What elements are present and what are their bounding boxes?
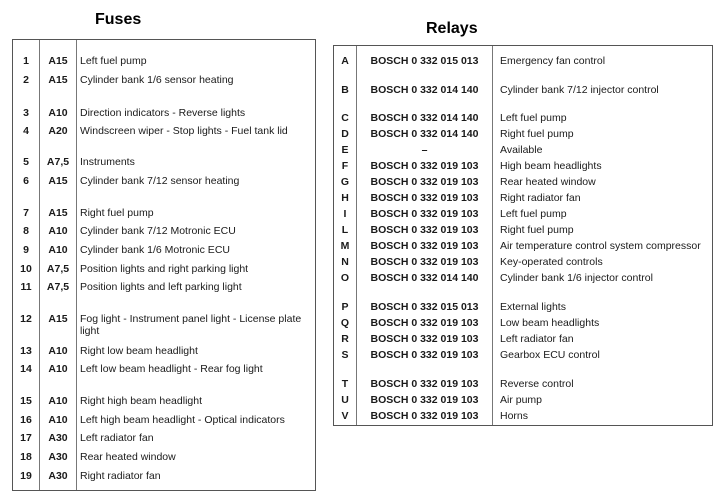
relay-description: Available [500,144,543,156]
fuse-rating: A30 [48,470,68,482]
fuse-description: Position lights and right parking light [80,263,249,275]
fuses-column-divider [76,40,77,490]
fuse-description: Right fuel pump [80,207,154,219]
fuse-rating: A10 [48,414,68,426]
relay-part-number: BOSCH 0 332 019 103 [370,349,479,361]
fuse-rating: A15 [48,55,68,67]
fuse-description: Left low beam headlight - Rear fog light [80,363,263,375]
fuses-table [12,39,316,491]
relay-part-number: BOSCH 0 332 014 140 [370,272,479,284]
relay-description: Cylinder bank 7/12 injector control [500,84,659,96]
fuse-rating: A10 [48,363,68,375]
fuse-description: Right high beam headlight [80,395,203,407]
relay-description: Reverse control [500,378,574,390]
fuse-rating: A10 [48,395,68,407]
fuse-description: Left fuel pump [80,55,147,67]
relay-code: U [341,394,349,406]
relay-code: P [341,301,349,313]
fuse-number: 7 [23,207,29,219]
relay-description: Right radiator fan [500,192,581,204]
relay-description: External lights [500,301,566,313]
relay-description: Emergency fan control [500,55,606,67]
relay-part-number: BOSCH 0 332 019 103 [370,176,479,188]
relays-column-divider [492,46,493,425]
relay-part-number: BOSCH 0 332 019 103 [370,410,479,422]
relay-part-number: BOSCH 0 332 019 103 [370,224,479,236]
relay-code: T [341,378,349,390]
fuse-rating: A7,5 [46,263,70,275]
fuse-number: 17 [20,432,32,444]
relay-part-number: BOSCH 0 332 015 013 [370,55,479,67]
relay-code: I [343,208,347,220]
fuse-description: Cylinder bank 1/6 Motronic ECU [80,244,230,256]
relay-description: Air temperature control system compressor [500,240,701,252]
fuse-number: 19 [20,470,32,482]
fuse-rating: A10 [48,225,68,237]
fuses-title: Fuses [95,11,142,28]
relay-description: Left fuel pump [500,112,567,124]
fuse-rating: A15 [48,74,68,86]
fuse-description: Windscreen wiper - Stop lights - Fuel tank lid [80,125,288,137]
relay-part-number: BOSCH 0 332 014 140 [370,84,479,96]
fuse-number: 10 [20,263,32,275]
fuse-description: Instruments [80,156,135,168]
fuse-rating: A7,5 [46,156,70,168]
relay-part-number: BOSCH 0 332 014 140 [370,128,479,140]
relay-part-number: BOSCH 0 332 019 103 [370,256,479,268]
fuse-number: 3 [23,107,29,119]
relay-code: Q [340,317,350,329]
relay-description: Air pump [500,394,543,406]
relay-code: C [341,112,349,124]
fuse-rating: A30 [48,432,68,444]
relay-part-number: BOSCH 0 332 019 103 [370,240,479,252]
fuse-description: Position lights and left parking light [80,281,242,293]
relay-description: Rear heated window [500,176,596,188]
relay-code: F [341,160,349,172]
fuse-description: Right low beam headlight [80,345,198,357]
relay-part-number: BOSCH 0 332 019 103 [370,208,479,220]
relay-code: G [340,176,350,188]
fuse-description: Left radiator fan [80,432,154,444]
relay-description: Horns [500,410,529,422]
fuse-rating: A15 [48,175,68,187]
fuse-rating: A10 [48,244,68,256]
relay-description: Gearbox ECU control [500,349,600,361]
relay-description: Right fuel pump [500,224,574,236]
relay-description: Key-operated controls [500,256,603,268]
relay-description: Left fuel pump [500,208,567,220]
relay-part-number: BOSCH 0 332 019 103 [370,394,479,406]
fuse-number: 11 [20,281,32,293]
fuse-description: Rear heated window [80,451,176,463]
relay-description: Low beam headlights [500,317,600,329]
fuse-rating: A10 [48,345,68,357]
relay-code: N [341,256,349,268]
relay-code: D [341,128,349,140]
fuse-number: 2 [23,74,29,86]
fuse-rating: A15 [48,313,68,325]
fuse-number: 8 [23,225,29,237]
relay-description: High beam headlights [500,160,602,172]
fuse-rating: A20 [48,125,68,137]
relay-code: S [341,349,349,361]
relays-table [333,45,713,426]
fuse-number: 12 [20,313,32,325]
relay-part-number: BOSCH 0 332 014 140 [370,112,479,124]
fuse-number: 14 [20,363,32,375]
relay-part-number: BOSCH 0 332 019 103 [370,160,479,172]
fuse-number: 9 [23,244,29,256]
relay-code: V [341,410,349,422]
relay-code: L [341,224,349,236]
fuse-number: 6 [23,175,29,187]
fuse-number: 18 [20,451,32,463]
fuse-number: 15 [20,395,32,407]
relay-part-number: BOSCH 0 332 015 013 [370,301,479,313]
relay-part-number: BOSCH 0 332 019 103 [370,317,479,329]
relay-code: R [341,333,349,345]
fuse-description: Fog light - Instrument panel light - License plate light [80,313,302,337]
fuse-description: Cylinder bank 7/12 sensor heating [80,175,240,187]
fuse-number: 5 [23,156,29,168]
relay-code: A [341,55,349,67]
fuse-description: Right radiator fan [80,470,161,482]
relay-code: H [341,192,349,204]
fuse-rating: A30 [48,451,68,463]
relay-code: O [340,272,350,284]
relay-description: Left radiator fan [500,333,574,345]
fuse-rating: A7,5 [46,281,70,293]
fuse-description: Direction indicators - Reverse lights [80,107,246,119]
relay-part-number: BOSCH 0 332 019 103 [370,192,479,204]
fuse-rating: A10 [48,107,68,119]
relay-description: Right fuel pump [500,128,574,140]
relay-code: B [341,84,349,96]
relay-part-number: BOSCH 0 332 019 103 [370,378,479,390]
relay-part-number: – [421,144,428,156]
relay-code: M [340,240,350,252]
relays-title: Relays [426,20,478,37]
fuse-description: Left high beam headlight - Optical indicators [80,414,285,426]
relay-part-number: BOSCH 0 332 019 103 [370,333,479,345]
fuse-description: Cylinder bank 7/12 Motronic ECU [80,225,236,237]
relay-description: Cylinder bank 1/6 injector control [500,272,653,284]
fuse-number: 1 [23,55,29,67]
relay-code: E [341,144,349,156]
fuse-number: 16 [20,414,32,426]
fuse-number: 4 [23,125,29,137]
fuse-rating: A15 [48,207,68,219]
fuse-number: 13 [20,345,32,357]
fuse-description: Cylinder bank 1/6 sensor heating [80,74,234,86]
